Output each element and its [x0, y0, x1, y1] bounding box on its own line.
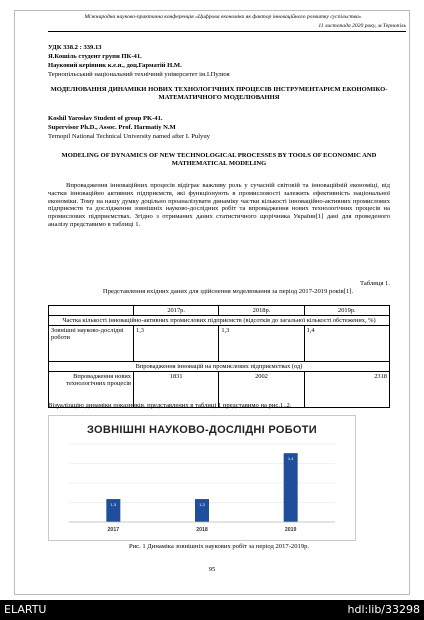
data-label-2019: 1,4: [287, 456, 294, 462]
table-corner: [49, 306, 134, 316]
row-2-2018: 2002: [219, 372, 304, 408]
bar-2019: [284, 453, 298, 522]
data-label-2017: 1,3: [110, 502, 117, 508]
row-1-2019: 1,4: [304, 326, 389, 362]
row-1-label: Зовнішні науково-дослідні роботи: [49, 326, 134, 362]
year-header-2017: 2017р.: [134, 306, 219, 316]
bar-chart: [49, 416, 355, 540]
author-en: Koshil Yaroslav Student of group PK-41.: [48, 115, 163, 122]
section-1-header: Частка кількості інноваційно-активних промислових підприємств (відсотків до загальної кількості обстежених, %): [49, 316, 390, 326]
title-en: MODELING OF DYNAMICS OF NEW TECHNOLOGICAL PROCESSES BY TOOLS OF ECONOMIC AND MATHEMATICAL MODELING: [61, 152, 377, 167]
table-title: Представлення вхідних даних для здійснення моделювання за період 2017-2019 років[1].: [102, 288, 354, 295]
row-2-2019: 2318: [304, 372, 389, 408]
row-2-2017: 1831: [134, 372, 219, 408]
date-place: 11 листопада 2020 року, м.Тернопіль: [318, 23, 406, 29]
body-paragraph: Впровадження інноваційних процесів відіграє важливу роль у сучасній світовій та інноваційній економіці, від частки інноваційно активних підприємств, які функціонують в промисловості залежить ефективність національної економіки. Тому на нашу думку доцільно проаналізувати динаміку частки кількості інноваційно-активних промислових підприємств та дослідження зовнішніх науково-дослідних робіт та впровадження нових технологічних процесів на промислових підприємствах. Згідно з отриманих даних статистичного щорічника України[1] дані для проведеного аналізу представимо в таблиці 1.: [48, 182, 390, 228]
section-2-header: Впровадження інновацій на промислових підприємствах (од): [49, 362, 390, 372]
x-tick-2019: 2019: [284, 527, 297, 533]
author-ua: Я.Кошіль студент групи ПК-41.: [48, 53, 142, 60]
udk-code: УДК 338.2 : 339.13: [48, 44, 102, 51]
footer-left: ELARTU: [4, 603, 47, 616]
supervisor-en: Supervisor Ph.D., Assoc. Prof. Harmatiy N.M: [48, 124, 176, 131]
affiliation-en: Ternopil National Technical University named after I. Pulyuy: [48, 133, 210, 140]
page-number: 95: [208, 566, 216, 573]
table-label: Таблиця 1.: [360, 280, 390, 287]
data-label-2018: 1,3: [199, 502, 205, 508]
row-1-2017: 1,3: [134, 326, 219, 362]
chart-figure: [48, 415, 356, 541]
supervisor-ua: Науковий керівник к.е.н., доц.Гарматій Н.М.: [48, 62, 182, 69]
chart-title: ЗОВНІШНІ НАУКОВО-ДОСЛІДНІ РОБОТИ: [87, 424, 317, 436]
data-table: [48, 305, 390, 408]
header-rule: [48, 31, 406, 32]
footer-right: hdl:lib/33298: [347, 603, 420, 616]
x-tick-2017: 2017: [107, 527, 120, 533]
title-ua: МОДЕЛЮВАННЯ ДИНАМІКИ НОВИХ ТЕХНОЛОГІЧНИХ ПРОЦЕСІВ ІНСТРУМЕНТАРІЄМ ЕКОНОМІКО-МАТЕМАТИЧНОГО МОДЕЛЮВАННЯ: [50, 86, 388, 101]
affiliation-ua: Тернопільський національний технічний університет ім.І.Пулюя: [48, 71, 230, 78]
conference-header: Міжнародна науково-практична конференція «Цифрова економіка як фактор інноваційного розвитку суспільства»: [84, 14, 362, 20]
x-tick-2018: 2018: [196, 527, 208, 533]
footer-bar: [0, 600, 424, 620]
year-header-2019: 2019р.: [304, 306, 389, 316]
figure-caption: Рис. 1 Динаміка зовнішніх наукових робіт за період 2017-2019р.: [128, 543, 310, 550]
visualization-text: Візуалізацію динаміки показників, представлених в таблиці 1 представимо на рис.1.,2.: [48, 402, 292, 409]
year-header-2018: 2018р.: [219, 306, 304, 316]
row-1-2018: 1,3: [219, 326, 304, 362]
row-2-label: Впровадження нових технологічних процесів: [49, 372, 134, 408]
